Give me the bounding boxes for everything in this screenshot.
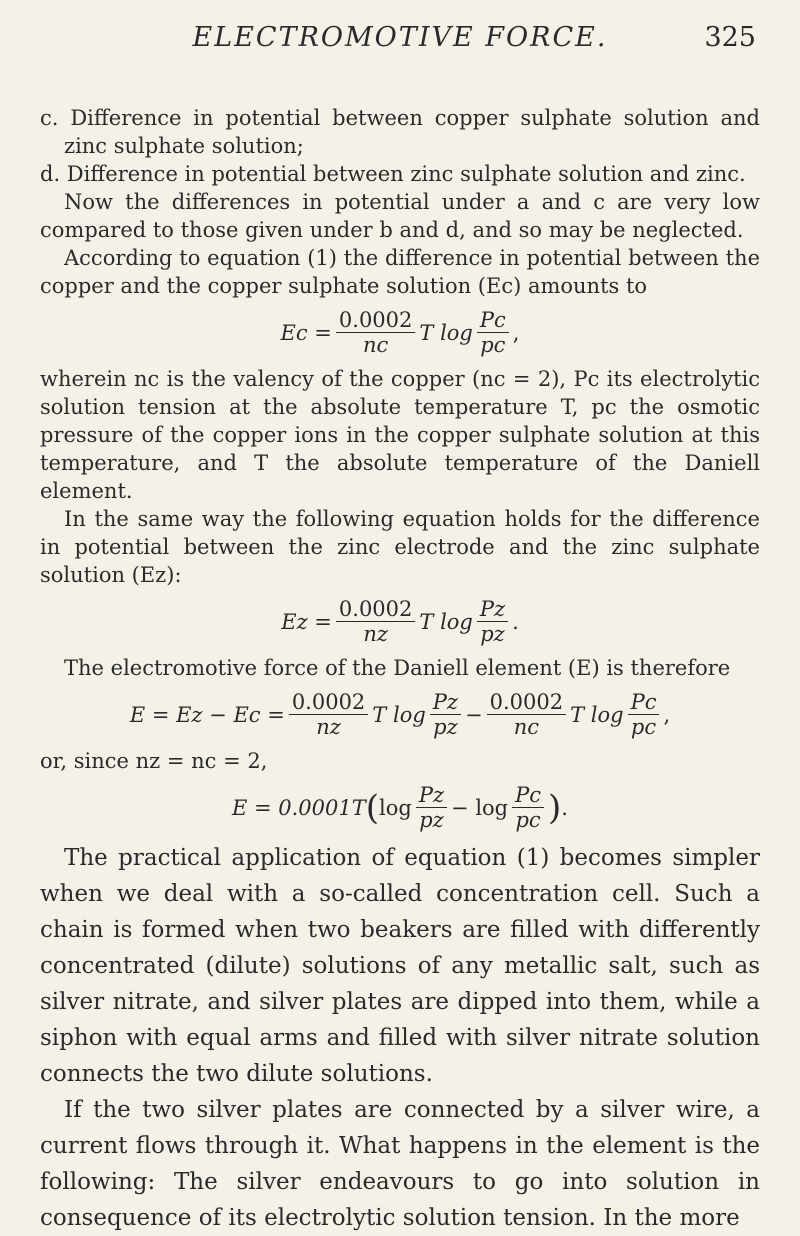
- numerator: Pz: [430, 690, 461, 715]
- numerator: 0.0002: [336, 308, 415, 333]
- denominator: nz: [363, 622, 388, 646]
- equation-e-simplified: [40, 783, 760, 832]
- numerator: Pz: [416, 783, 447, 808]
- denominator: pc: [630, 715, 657, 739]
- close-paren: ): [548, 787, 562, 828]
- page-header: [0, 22, 800, 62]
- eq-lhs: E = Ez − Ec =: [129, 702, 285, 727]
- denominator: nc: [513, 715, 539, 739]
- paragraph: According to equation (1) the difference in potential between the copper and the copper sulphate solution (Ec) amounts to: [40, 246, 760, 298]
- numerator: 0.0002: [336, 597, 415, 622]
- paragraph: The electromotive force of the Daniell element (E) is therefore: [64, 656, 731, 680]
- numerator: Pc: [628, 690, 660, 715]
- eq-term: log: [379, 795, 412, 820]
- fraction: [628, 690, 660, 739]
- denominator: nc: [363, 333, 389, 357]
- denominator: nz: [316, 715, 341, 739]
- eq-term: T log: [419, 320, 473, 345]
- fraction: [477, 597, 508, 646]
- fraction: [512, 783, 544, 832]
- eq-lhs: Ec =: [280, 320, 332, 345]
- numerator: 0.0002: [487, 690, 566, 715]
- item-d: d. Difference in potential between zinc sulphate solution and zinc.: [40, 162, 746, 186]
- item-c: c. Difference in potential between copper sulphate solution and zinc sulphate solution;: [40, 106, 760, 158]
- eq-term: T log: [570, 702, 624, 727]
- denominator: pz: [433, 715, 458, 739]
- paragraph: The practical application of equation (1) becomes simpler when we deal with a so-called concentration cell. Such a chain is formed when two beakers are filled with differently concentrated (dilute) solutions of any metallic salt, such as silver nitrate, and silver plates are dipped into them, while a siphon with equal arms and filled with silver nitrate solution connects the two dilute solutions.: [40, 845, 760, 1087]
- numerator: 0.0002: [289, 690, 368, 715]
- fraction: [336, 597, 415, 646]
- paragraph: or, since nz = nc = 2,: [40, 749, 268, 773]
- denominator: pc: [480, 333, 506, 357]
- eq-punct: .: [561, 795, 568, 820]
- paragraph: Now the differences in potential under a and c are very low compared to those given under b and d, and so may be neglected.: [40, 190, 760, 242]
- page-number: 325: [704, 22, 756, 53]
- fraction: [336, 308, 415, 357]
- page-body: [40, 104, 760, 1236]
- fraction: [477, 308, 509, 357]
- equation-e: [40, 690, 760, 739]
- open-paren: (: [365, 787, 380, 828]
- equation-ec: [40, 308, 760, 357]
- numerator: Pc: [512, 783, 544, 808]
- equation-ez: [40, 597, 760, 646]
- eq-operator: − log: [451, 795, 509, 820]
- eq-punct: ,: [512, 320, 520, 345]
- paragraph: If the two silver plates are connected by a silver wire, a current flows through it. What happens in the element is the following: The silver endeavours to go into solution in consequence of its electrolytic solution tension. In the more: [40, 1097, 760, 1231]
- fraction: [487, 690, 566, 739]
- running-title: ELECTROMOTIVE FORCE.: [192, 22, 608, 53]
- numerator: Pz: [477, 597, 508, 622]
- eq-lhs: E = 0.0001T: [232, 795, 366, 820]
- denominator: pz: [480, 622, 505, 646]
- eq-punct: ,: [663, 702, 671, 727]
- eq-term: T log: [372, 702, 426, 727]
- fraction: [416, 783, 447, 832]
- denominator: pz: [419, 808, 444, 832]
- paragraph: wherein nc is the valency of the copper (nc = 2), Pc its electrolytic solution tension at the absolute temperature T, pc the osmotic pressure of the copper ions in the copper sulphate solution at this temperature, and T the absolute temperature of the Daniell element.: [40, 367, 760, 503]
- numerator: Pc: [477, 308, 509, 333]
- denominator: pc: [515, 808, 541, 832]
- eq-term: T log: [419, 609, 473, 634]
- fraction: [430, 690, 461, 739]
- fraction: [289, 690, 368, 739]
- eq-operator: −: [464, 702, 483, 727]
- eq-punct: .: [512, 609, 519, 634]
- paragraph: In the same way the following equation holds for the difference in potential between the zinc electrode and the zinc sulphate solution (Ez):: [40, 507, 760, 587]
- eq-lhs: Ez =: [281, 609, 332, 634]
